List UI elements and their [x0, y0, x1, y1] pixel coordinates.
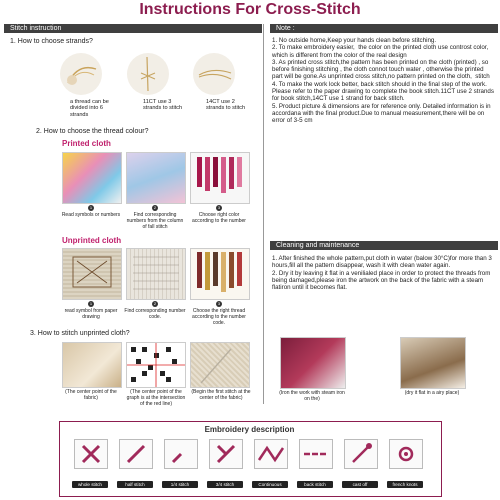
note-text: 1. No outside home,Keep your hands clean before stitching. 2. To make embroidery easier, the color on the printed cloth use controst color, which is different from the color of the real design 3. As printed cross stitch,the pattern has been printed on the cloth (printed) , so before finishing stitching , the cloth connot touch water , otherwise the printed part will be gone.As unprinted cross stitch,no pattern printed on the cloth, stitch 4. To make the work lock better, back stitch should in the final step of the work. Please refer to the paper drawing to complete the book stitch.11CT use 2 strands for book stitch,14CT use 1 strand for back stitch. 5. Product picture & dimensions are for reference only. Detailed information is in accordanа with the final product.Due to manual measurement,there will be on error of 3-5 cm: [272, 37, 494, 125]
cleaning-header: Cleaning and maintenance: [270, 241, 498, 250]
back-stitch-icon: [299, 439, 333, 469]
strand-caption-2: 11CT use 3 strands to stitch: [143, 99, 183, 112]
french-knots-label: french knots: [387, 481, 423, 488]
printed-cloth-photo-1: [62, 152, 122, 204]
unprinted-caption-2: (The center point of the graph is at the intersection of the red line): [126, 389, 186, 407]
printed-cloth-label: Printed cloth: [62, 139, 111, 148]
unprinted-step-caption-2: Find corresponding number code.: [124, 308, 186, 320]
center-graph-photo: [126, 342, 186, 388]
unprinted-step-num-3: 3: [217, 301, 221, 306]
printed-step-caption-1: Read symbols or numbers: [61, 212, 121, 218]
q2-heading: 2. How to choose the thread colour?: [36, 128, 149, 135]
printed-step-num-3: 3: [217, 205, 221, 210]
printed-step-caption-2: Find corresponding numbers from the column of fall stitch: [126, 212, 184, 230]
printed-step-num-1: 1: [89, 205, 93, 210]
q3-heading: 3. How to stitch unprinted cloth?: [30, 330, 130, 337]
unprinted-step-num-1: 1: [89, 301, 93, 306]
unprinted-cloth-photo-1: [62, 248, 122, 300]
three-quarter-stitch-label: 3/4 stitch: [207, 481, 243, 488]
printed-step-num-2: 2: [153, 205, 157, 210]
unprinted-step-num-2: 2: [153, 301, 157, 306]
half-stitch-label: half stitch: [117, 481, 153, 488]
whole-stitch-icon: [74, 439, 108, 469]
center-fabric-photo: [62, 342, 122, 388]
unprinted-caption-1: (The center point of the fabric): [65, 389, 117, 401]
unprinted-cloth-photo-2: [126, 248, 186, 300]
strand-caption-1: a thread can be divided into 6 strands: [70, 99, 109, 118]
iron-photo: [280, 337, 346, 389]
unprinted-step-caption-1: read symbol from paper drawing: [64, 308, 118, 320]
column-divider: [263, 24, 264, 404]
cleaning-text: 1. After finished the whole pattern,put cloth in water (balow 30°C)for more than 3 hours,fill all the pattern disappear, wash it with clean water again. 2. Dry it by leaving it flat in a venilialed place in order to protect the threads from being damaged,please iron the artwork on the back of the fabric with a steam flatiron until it becomes flat.: [272, 255, 492, 292]
strand-photo-1: [60, 53, 102, 95]
continuous-stitch-icon: [254, 439, 288, 469]
half-stitch-icon: [119, 439, 153, 469]
cleaning-caption-2: (dry it flat in a airy place): [404, 390, 460, 396]
quarter-stitch-label: 1/4 stitch: [162, 481, 198, 488]
quarter-stitch-icon: [164, 439, 198, 469]
continuous-stitch-label: Continuous: [252, 481, 288, 488]
printed-cloth-photo-3: [190, 152, 250, 204]
unprinted-cloth-photo-3: [190, 248, 250, 300]
unprinted-caption-3: (Begin the first stitch at the center of the fabric): [191, 389, 251, 401]
q1-heading: 1. How to choose strands?: [10, 38, 93, 45]
strand-photo-3: [193, 53, 235, 95]
first-stitch-photo: [190, 342, 250, 388]
stitch-instruction-header: Stitch instruction: [4, 24, 262, 33]
cleaning-caption-1: (Iron the work with steam iron on the): [279, 390, 345, 402]
dry-flat-photo: [400, 337, 466, 389]
unprinted-step-caption-3: Choose the right thread according to the number code.: [192, 308, 246, 326]
strand-photo-2: [127, 53, 169, 95]
printed-cloth-photo-2: [126, 152, 186, 204]
embroidery-title: Embroidery description: [204, 425, 295, 434]
strand-caption-3: 14CT use 2 strands to stitch: [206, 99, 246, 112]
whole-stitch-label: whole stitch: [72, 481, 108, 488]
three-quarter-stitch-icon: [209, 439, 243, 469]
cast-off-icon: [344, 439, 378, 469]
note-header: Note :: [270, 24, 498, 33]
unprinted-cloth-label: Unprinted cloth: [62, 236, 122, 245]
french-knots-icon: [389, 439, 423, 469]
printed-step-caption-3: Choose right color according to the number: [192, 212, 246, 224]
back-stitch-label: back stitch: [297, 481, 333, 488]
cast-off-label: cast off: [342, 481, 378, 488]
page-title: Instructions For Cross-Stitch: [139, 1, 361, 18]
